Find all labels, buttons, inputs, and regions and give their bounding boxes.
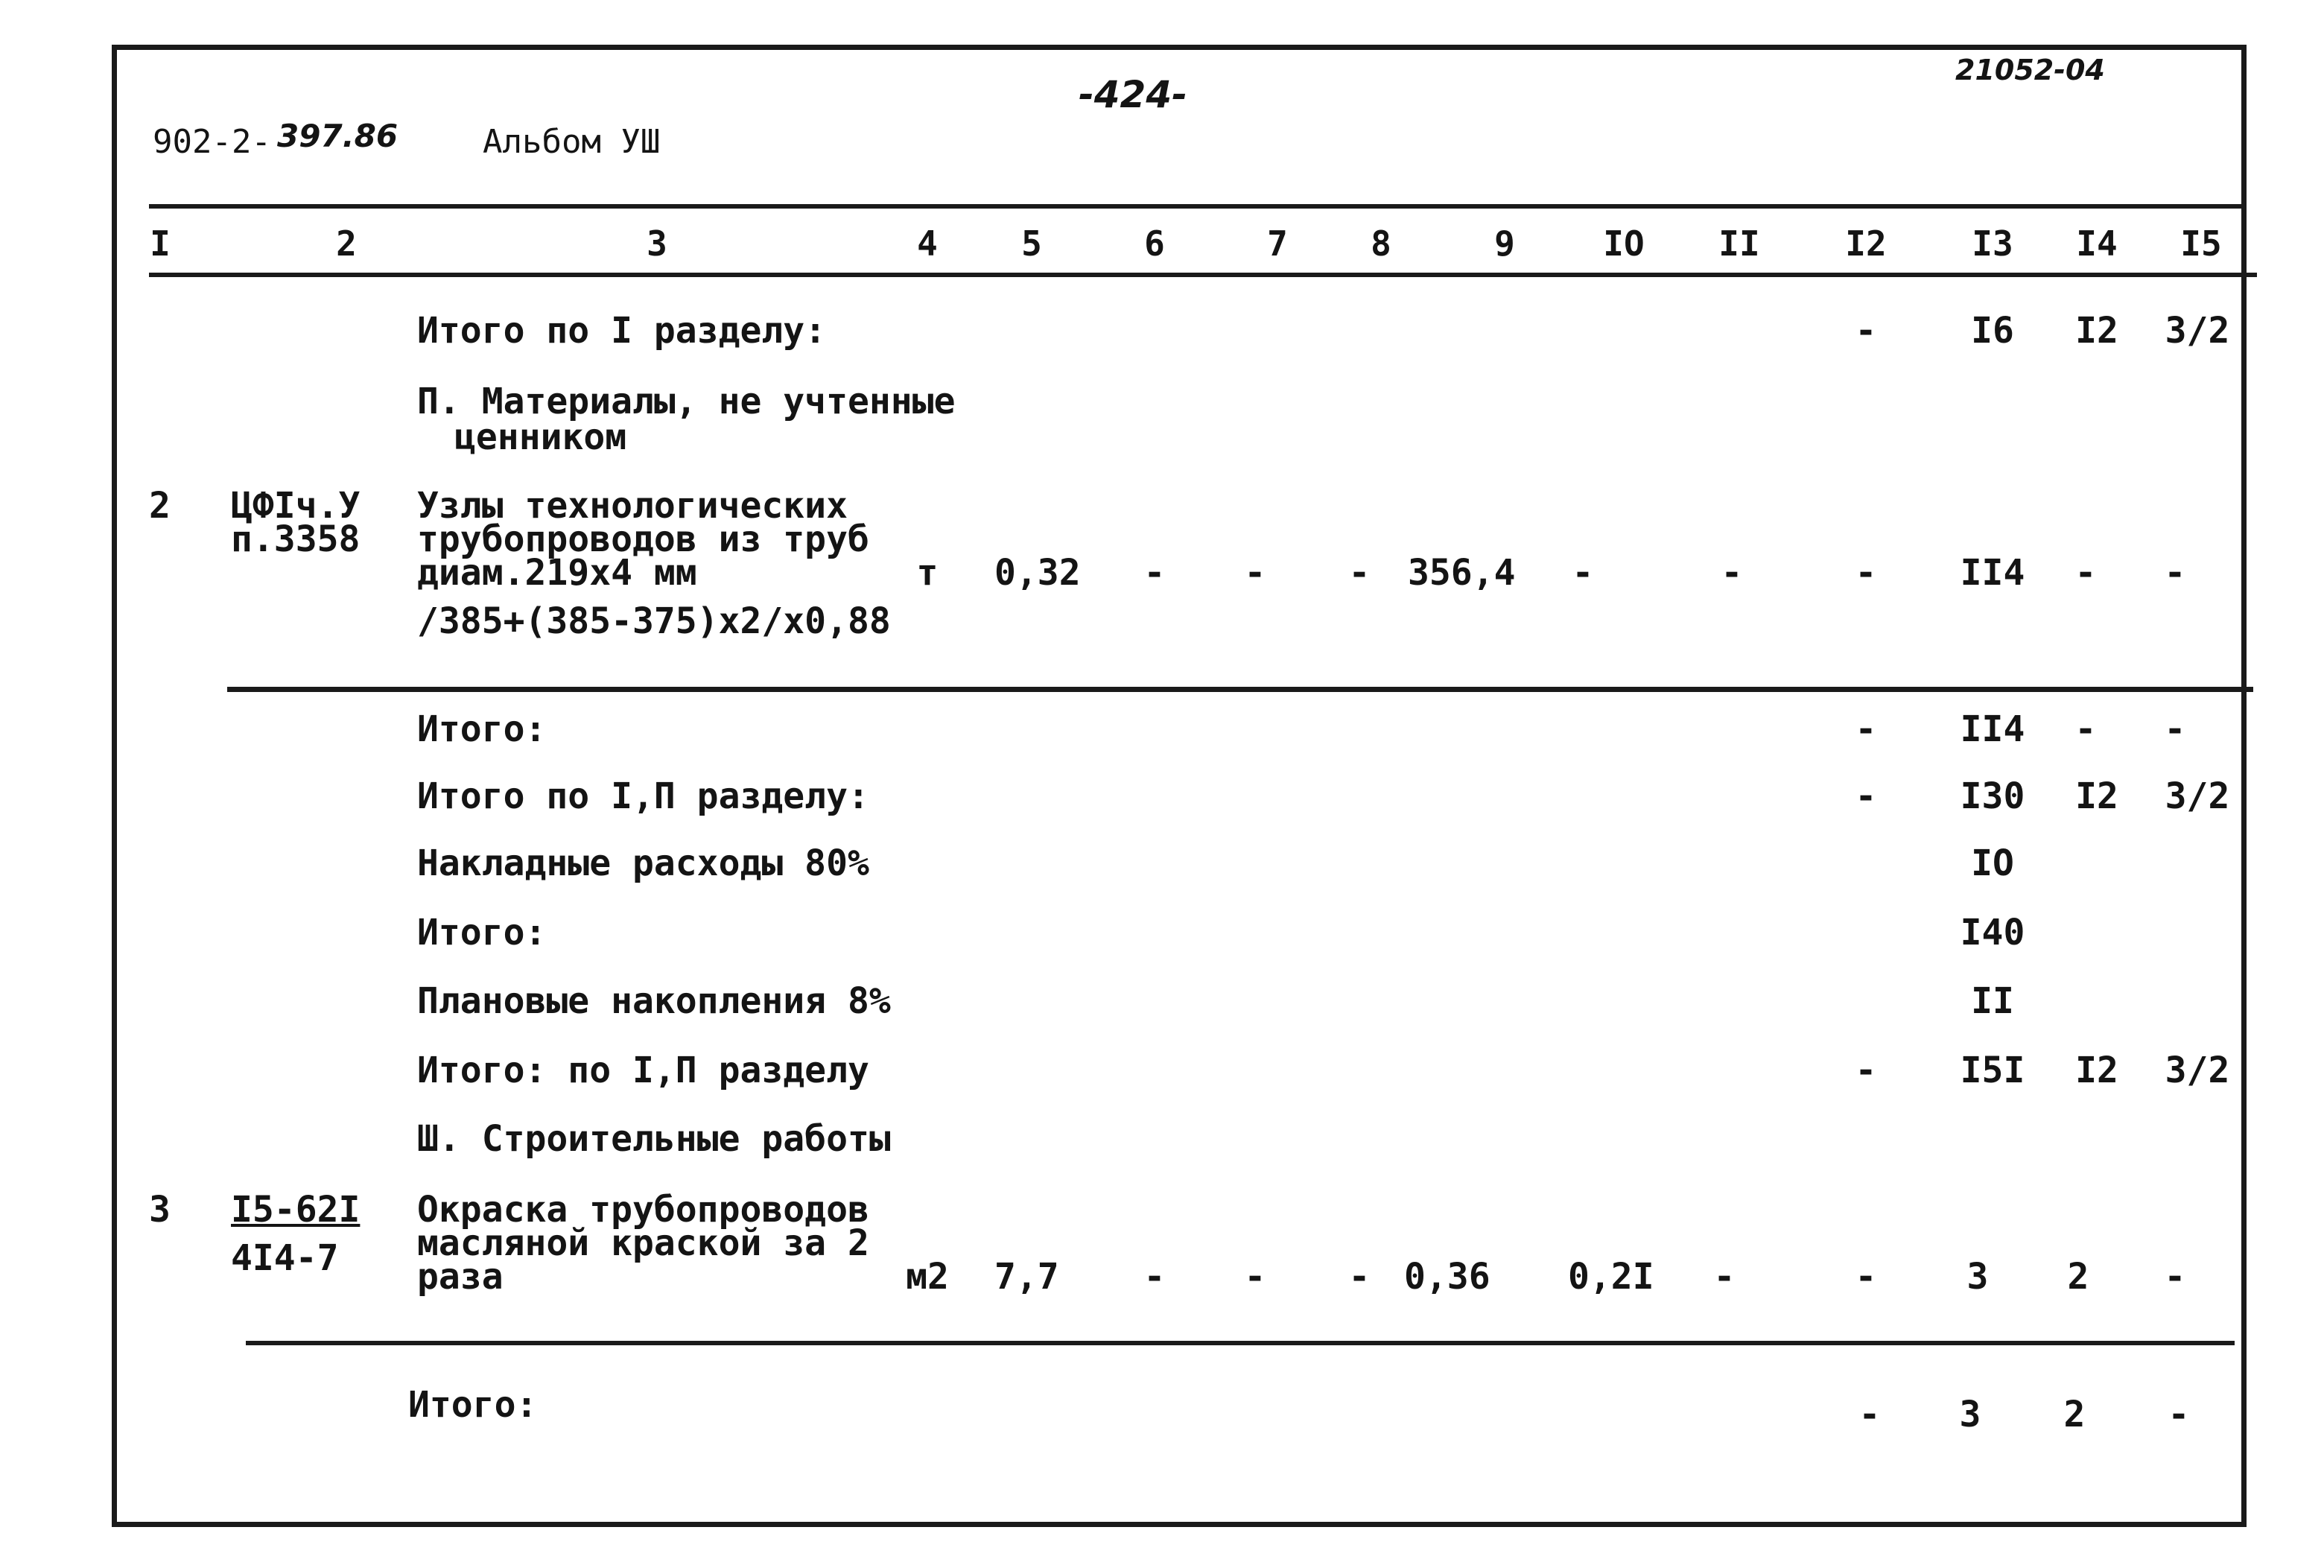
page-number: -424-	[1079, 73, 1187, 116]
row-label: Итого по I разделу:	[417, 310, 827, 352]
cell-c13: II	[1971, 980, 2014, 1022]
row-label: Итого: по I,П разделу	[417, 1050, 869, 1091]
cell-c11: -	[1721, 552, 1743, 594]
cell-c14: -	[2074, 708, 2097, 750]
cell-c7: -	[1244, 1256, 1266, 1298]
cell-c13: I30	[1960, 775, 2025, 817]
section-title-3: Ш. Строительные работы	[417, 1118, 891, 1160]
col-header-10: IO	[1603, 223, 1645, 264]
item-desc-line1: Окраска трубопроводов	[417, 1189, 869, 1231]
item-desc-formula: /385+(385-375)х2/х0,88	[417, 600, 891, 642]
row-label: Накладные расходы 80%	[417, 842, 869, 884]
header-rule-bottom	[149, 273, 2257, 277]
cell-unit: т	[916, 552, 939, 594]
cell-quantity: 7,7	[994, 1256, 1059, 1298]
item-desc-line3: диам.219х4 мм	[417, 552, 697, 594]
cell-c12: -	[1858, 1394, 1881, 1435]
col-header-9: 9	[1494, 223, 1515, 264]
cell-c13: 3	[1959, 1394, 1981, 1435]
col-header-11: II	[1718, 223, 1760, 264]
cell-c13: I6	[1971, 310, 2014, 352]
cell-c10: 0,2I	[1568, 1256, 1654, 1298]
col-header-13: I3	[1972, 223, 2013, 264]
doc-number-prefix: 902-2-	[153, 123, 271, 161]
cell-c13: II4	[1960, 552, 2025, 594]
archive-stamp: 21052-04	[1955, 54, 2105, 86]
header-rule-top	[149, 204, 2242, 209]
price-code-item: 4I4-7	[231, 1237, 339, 1279]
cell-c13: I5I	[1960, 1050, 2025, 1091]
cell-c15: -	[2164, 708, 2186, 750]
cell-c13: I40	[1960, 912, 2025, 953]
col-header-7: 7	[1267, 223, 1288, 264]
cell-quantity: 0,32	[994, 552, 1081, 594]
section-title-2-line1: П. Материалы, не учтенные	[417, 381, 956, 422]
price-code: ЦФIч.У	[231, 485, 361, 527]
cell-c14: I2	[2075, 1050, 2118, 1091]
cell-c14: I2	[2075, 775, 2118, 817]
cell-c11: -	[1713, 1256, 1736, 1298]
col-header-2: 2	[336, 223, 357, 264]
col-header-3: 3	[647, 223, 667, 264]
cell-c9: 356,4	[1408, 552, 1516, 594]
cell-c6: -	[1143, 1256, 1166, 1298]
cell-c13: 3	[1966, 1256, 1989, 1298]
cell-c12: -	[1855, 708, 1877, 750]
cell-unit: м2	[906, 1256, 949, 1298]
cell-c15: -	[2164, 552, 2186, 594]
row-label: Итого:	[408, 1384, 538, 1426]
cell-c12: -	[1855, 310, 1877, 352]
section-rule	[246, 1341, 2235, 1345]
col-header-15: I5	[2180, 223, 2222, 264]
row-label: Плановые накопления 8%	[417, 980, 891, 1022]
cell-c7: -	[1244, 552, 1266, 594]
cell-c9: 0,36	[1404, 1256, 1490, 1298]
row-number: 3	[149, 1189, 171, 1231]
col-header-14: I4	[2076, 223, 2118, 264]
row-label: Итого по I,П разделу:	[417, 775, 869, 817]
album-label: Альбом УШ	[483, 123, 661, 161]
cell-c12: -	[1855, 775, 1877, 817]
cell-c12: -	[1855, 1256, 1877, 1298]
item-desc-line1: Узлы технологических	[417, 485, 848, 527]
cell-c14: -	[2074, 552, 2097, 594]
item-desc-line2: масляной краской за 2	[417, 1222, 869, 1264]
cell-c8: -	[1348, 552, 1371, 594]
cell-c12: -	[1855, 1050, 1877, 1091]
col-header-8: 8	[1371, 223, 1391, 264]
cell-c10: -	[1572, 552, 1594, 594]
row-label: Итого:	[417, 708, 547, 750]
cell-c8: -	[1348, 1256, 1371, 1298]
cell-c15: -	[2164, 1256, 2186, 1298]
item-desc-line2: трубопроводов из труб	[417, 518, 869, 560]
cell-c13: II4	[1960, 708, 2025, 750]
cell-c13: IO	[1971, 842, 2014, 884]
cell-c15: 3/2	[2165, 310, 2230, 352]
cell-c14: 2	[2067, 1256, 2089, 1298]
col-header-4: 4	[917, 223, 938, 264]
price-code: I5-62I	[231, 1189, 361, 1231]
price-code-item: п.3358	[231, 518, 361, 560]
cell-c14: I2	[2075, 310, 2118, 352]
cell-c12: -	[1855, 552, 1877, 594]
row-number: 2	[149, 485, 171, 527]
cell-c14: 2	[2063, 1394, 2086, 1435]
col-header-6: 6	[1144, 223, 1165, 264]
col-header-1: I	[150, 223, 171, 264]
item-desc-line3: раза	[417, 1256, 504, 1298]
col-header-12: I2	[1845, 223, 1887, 264]
doc-number-handwritten: 397.86	[277, 118, 399, 154]
row-label: Итого:	[417, 912, 547, 953]
cell-c15: -	[2168, 1394, 2190, 1435]
section-rule	[227, 687, 2253, 692]
cell-c15: 3/2	[2165, 1050, 2230, 1091]
cell-c6: -	[1143, 552, 1166, 594]
section-title-2-line2: ценником	[454, 416, 627, 458]
cell-c15: 3/2	[2165, 775, 2230, 817]
col-header-5: 5	[1021, 223, 1042, 264]
